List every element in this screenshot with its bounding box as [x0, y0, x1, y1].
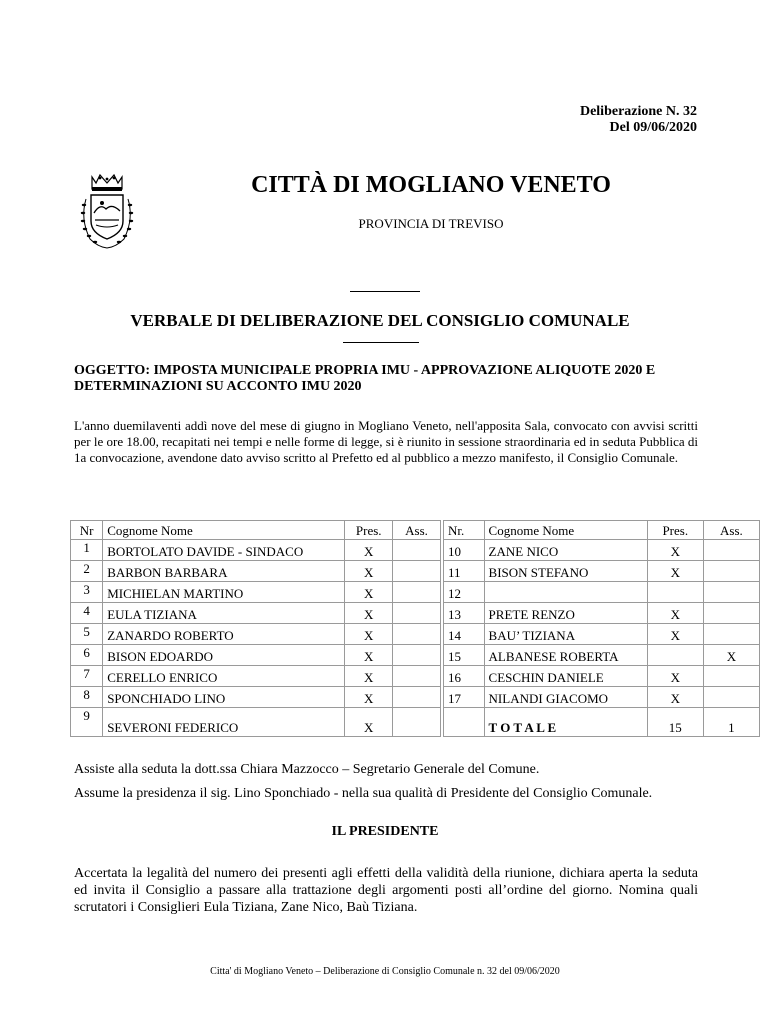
- cell-present: X: [647, 687, 703, 708]
- cell-nr: 2: [71, 561, 103, 582]
- cell-nr: 8: [71, 687, 103, 708]
- cell-name: SPONCHIADO LINO: [103, 687, 345, 708]
- cell-name: BARBON BARBARA: [103, 561, 345, 582]
- cell-nr: 5: [71, 624, 103, 645]
- cell-absent: [393, 561, 441, 582]
- cell-present: X: [345, 708, 393, 737]
- cell-nr: 14: [444, 624, 485, 645]
- cell-absent: [393, 603, 441, 624]
- table-row: [71, 624, 760, 645]
- cell-present: X: [647, 540, 703, 561]
- cell-absent: [393, 666, 441, 687]
- cell-name: BAU’ TIZIANA: [484, 624, 647, 645]
- header-present: Pres.: [345, 521, 393, 540]
- cell-present: X: [647, 624, 703, 645]
- cell-name: ZANARDO ROBERTO: [103, 624, 345, 645]
- cell-nr: 13: [444, 603, 485, 624]
- cell-present: [647, 582, 703, 603]
- table-row: [71, 666, 760, 687]
- subject: OGGETTO: IMPOSTA MUNICIPALE PROPRIA IMU - APPROVAZIONE ALIQUOTE 2020 E DETERMINAZIONI SU ACCONTO IMU 2020: [74, 363, 656, 394]
- cell-absent: [393, 708, 441, 737]
- header-nr: Nr: [71, 521, 103, 540]
- cell-nr: 9: [71, 708, 103, 737]
- cell-nr: 10: [444, 540, 485, 561]
- cell-present: X: [345, 666, 393, 687]
- header-absent: Ass.: [703, 521, 759, 540]
- header-name: Cognome Nome: [103, 521, 345, 540]
- secretary-paragraph: Assiste alla seduta la dott.ssa Chiara Mazzocco – Segretario Generale del Comune.: [74, 762, 540, 777]
- cell-absent: [703, 603, 759, 624]
- document-title: VERBALE DI DELIBERAZIONE DEL CONSIGLIO COMUNALE: [130, 311, 630, 330]
- table-row: [71, 540, 760, 561]
- cell-absent: [703, 582, 759, 603]
- table-row: [71, 582, 760, 603]
- cell-nr: 17: [444, 687, 485, 708]
- header-absent: Ass.: [393, 521, 441, 540]
- table-row: [71, 603, 760, 624]
- cell-name: BISON STEFANO: [484, 561, 647, 582]
- cell-present: X: [345, 540, 393, 561]
- intro-paragraph: L'anno duemilaventi addì nove del mese di giugno in Mogliano Veneto, nell'apposita Sala, convocato con avvisi scritti per le ore 18.00, recapitati nei tempi e nelle forme di legge, si è riunito in sessione straordinaria ed in seduta Pubblica di 1a convocazione, avendone dato avviso scritto al Prefetto ed al pubblico a mezzo manifesto, il Consiglio Comunale.: [74, 418, 698, 465]
- total-present: 15: [647, 708, 703, 737]
- cell-nr: 4: [71, 603, 103, 624]
- table-header-row: [71, 521, 760, 540]
- table-row: [71, 645, 760, 666]
- cell-nr: 12: [444, 582, 485, 603]
- cell-name: CESCHIN DANIELE: [484, 666, 647, 687]
- cell-present: X: [345, 561, 393, 582]
- province-name: PROVINCIA DI TREVISO: [358, 216, 504, 231]
- cell-absent: [703, 561, 759, 582]
- cell-name: MICHIELAN MARTINO: [103, 582, 345, 603]
- cell-present: [647, 645, 703, 666]
- cell-absent: [393, 582, 441, 603]
- table-row: [71, 687, 760, 708]
- cell-name: PRETE RENZO: [484, 603, 647, 624]
- cell-absent: [393, 540, 441, 561]
- divider-rule: [350, 291, 420, 292]
- cell-name: BORTOLATO DAVIDE - SINDACO: [103, 540, 345, 561]
- cell-present: X: [345, 582, 393, 603]
- cell-nr: 7: [71, 666, 103, 687]
- cell-nr: 6: [71, 645, 103, 666]
- cell-nr: 1: [71, 540, 103, 561]
- table-row: [71, 708, 760, 737]
- cell-absent: [703, 666, 759, 687]
- president-heading: IL PRESIDENTE: [331, 824, 439, 839]
- header-name: Cognome Nome: [484, 521, 647, 540]
- cell-present: X: [345, 603, 393, 624]
- cell-absent: [703, 687, 759, 708]
- cell-nr: 16: [444, 666, 485, 687]
- cell-absent: [393, 687, 441, 708]
- cell-name: CERELLO ENRICO: [103, 666, 345, 687]
- legality-paragraph: Accertata la legalità del numero dei presenti agli effetti della validità della riunione, dichiara aperta la seduta ed invita il Consiglio a passare alla trattazione degli argomenti posti all’ordine del giorno. Nomina quali scrutatori i Consiglieri Eula Tiziana, Zane Nico, Baù Tiziana.: [74, 866, 698, 915]
- attendance-table: [70, 520, 760, 737]
- city-name: CITTÀ DI MOGLIANO VENETO: [251, 172, 611, 198]
- presidency-paragraph: Assume la presidenza il sig. Lino Sponchiado - nella sua qualità di Presidente del Consiglio Comunale.: [74, 786, 653, 801]
- cell-nr: 3: [71, 582, 103, 603]
- cell-nr: 11: [444, 561, 485, 582]
- header-present: Pres.: [647, 521, 703, 540]
- cell-absent: X: [703, 645, 759, 666]
- cell-absent: [393, 624, 441, 645]
- cell-name: ZANE NICO: [484, 540, 647, 561]
- cell-name: [484, 582, 647, 603]
- cell-present: X: [345, 645, 393, 666]
- table-row: [71, 561, 760, 582]
- cell-absent: [393, 645, 441, 666]
- header-nr: Nr.: [444, 521, 485, 540]
- cell-name: NILANDI GIACOMO: [484, 687, 647, 708]
- cell-absent: [703, 624, 759, 645]
- cell-name: EULA TIZIANA: [103, 603, 345, 624]
- cell-absent: [703, 540, 759, 561]
- cell-name: ALBANESE ROBERTA: [484, 645, 647, 666]
- cell-name: BISON EDOARDO: [103, 645, 345, 666]
- cell-nr: [444, 708, 485, 737]
- cell-nr: 15: [444, 645, 485, 666]
- cell-present: X: [345, 624, 393, 645]
- cell-present: X: [647, 561, 703, 582]
- cell-present: X: [345, 687, 393, 708]
- cell-name: SEVERONI FEDERICO: [103, 708, 345, 737]
- deliberation-number: Deliberazione N. 32: [579, 104, 697, 119]
- deliberation-reference: [580, 104, 697, 136]
- divider-rule: [343, 342, 419, 343]
- deliberation-date: Del 09/06/2020: [609, 120, 697, 135]
- page-footer: Citta' di Mogliano Veneto – Deliberazione di Consiglio Comunale n. 32 del 09/06/2020: [210, 966, 560, 977]
- cell-present: X: [647, 666, 703, 687]
- cell-present: X: [647, 603, 703, 624]
- total-absent: 1: [703, 708, 759, 737]
- total-label: T O T A L E: [484, 708, 647, 737]
